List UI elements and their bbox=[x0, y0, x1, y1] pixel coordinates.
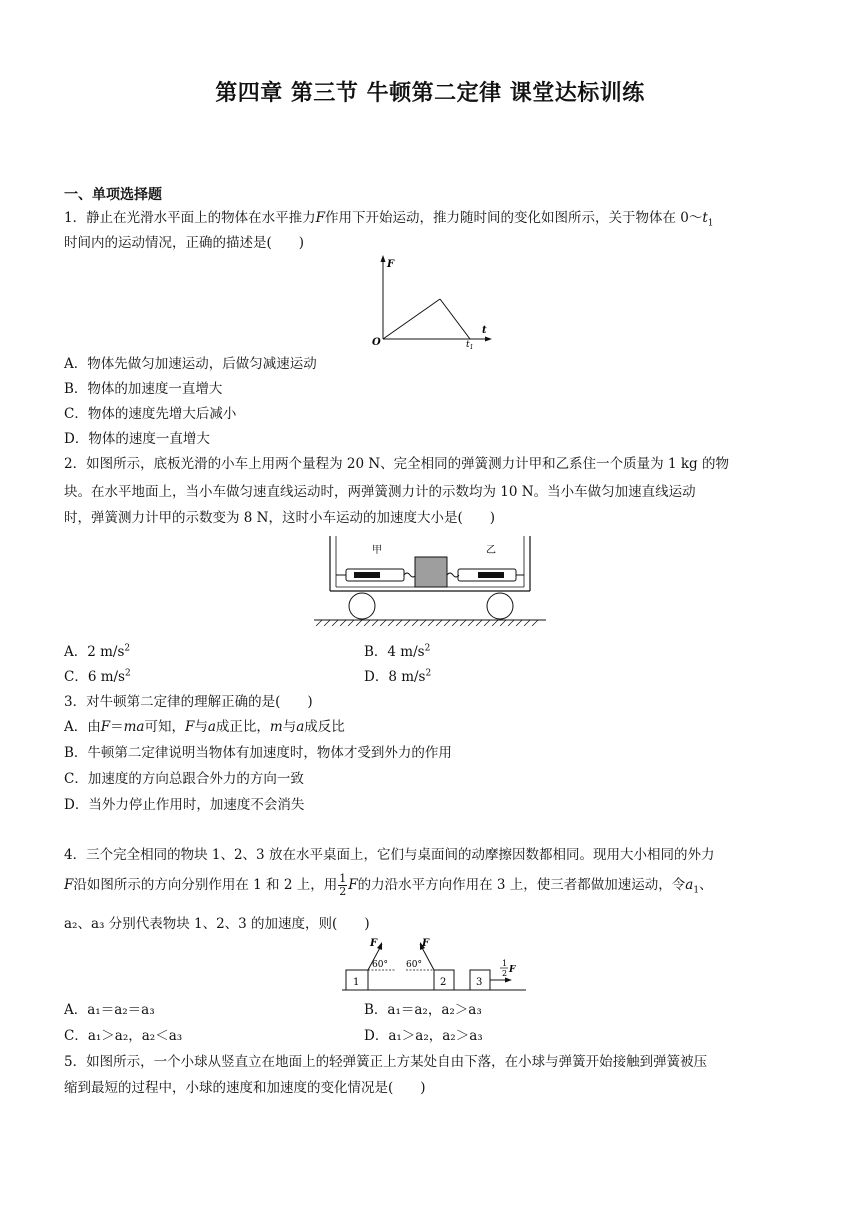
half-force-f: F bbox=[509, 965, 516, 975]
q1-option-b: B．物体的加速度一直增大 bbox=[64, 381, 223, 397]
q4-stem-line-1: 4．三个完全相同的物块 1、2、3 放在水平桌面上，它们与桌面间的动摩擦因数都相同。现用大小相同的外力 bbox=[64, 847, 715, 863]
block-1-label: 1 bbox=[353, 977, 360, 988]
q2-option-b: B．4 $m/s^2$ bbox=[364, 643, 431, 660]
q3-option-c: C．加速度的方向总跟合外力的方向一致 bbox=[64, 771, 304, 787]
q1-option-d: D．物体的速度一直增大 bbox=[64, 431, 210, 447]
graph-origin-label: O bbox=[372, 337, 381, 348]
q1-option-c: C．物体的速度先增大后减小 bbox=[64, 406, 237, 422]
page-title: 第四章 第三节 牛顿第二定律 课堂达标训练 bbox=[215, 81, 645, 106]
graph-y-axis-label: F bbox=[387, 259, 395, 270]
q4-stem-line-3: a₂、a₃ 分别代表物块 1、2、3 的加速度，则( ) bbox=[64, 916, 370, 932]
q1-force-time-graph bbox=[366, 253, 496, 349]
q4-stem-line-2: F沿如图所示的方向分别作用在 1 和 2 上，用 $\frac{1}{2}$ F的力沿水平方向作用在 3 上，使三者都做加速运动，令$a_1$、 bbox=[64, 872, 713, 898]
q1-stem-line-1: 1．静止在光滑水平面上的物体在水平推力F作用下开始运动，推力随时间的变化如图所示，关于物体在 $0\sim t_1$ bbox=[64, 210, 714, 229]
q2-option-d: D．8 $m/s^2$ bbox=[364, 668, 432, 685]
half-force-den: 2 bbox=[502, 969, 508, 978]
angle-1-label: 60° bbox=[372, 960, 388, 970]
spring-left-label: 甲 bbox=[372, 545, 382, 556]
q1-option-a: A．物体先做匀加速运动，后做匀减速运动 bbox=[64, 356, 317, 372]
q4-blocks-diagram bbox=[338, 934, 530, 994]
q4-option-a: A．a₁＝a₂＝a₃ bbox=[64, 1002, 155, 1018]
q3-option-b: B．牛顿第二定律说明当物体有加速度时，物体才受到外力的作用 bbox=[64, 745, 452, 761]
q1-stem-line-2: 时间内的运动情况，正确的描述是( ) bbox=[64, 235, 305, 251]
q3-option-d: D．当外力停止作用时，加速度不会消失 bbox=[64, 797, 305, 813]
half-fraction: $\frac{1}{2}$ bbox=[339, 872, 347, 898]
q4-option-d: D．a₁＞a₂，a₂＞a₃ bbox=[364, 1028, 483, 1044]
q2-stem-line-3: 时，弹簧测力计甲的示数变为 8 N，这时小车运动的加速度大小是( ) bbox=[64, 510, 496, 526]
angle-2-label: 60° bbox=[406, 960, 422, 970]
q2-cart-spring-diagram bbox=[310, 533, 550, 629]
q2-option-a: A．2 $m/s^2$ bbox=[64, 643, 131, 660]
half-force-num: 1 bbox=[502, 959, 508, 968]
spring-right-label: 乙 bbox=[486, 545, 496, 556]
q5-stem-line-2: 缩到最短的过程中，小球的速度和加速度的变化情况是( ) bbox=[64, 1080, 426, 1096]
q2-stem-line-1: 2．如图所示，底板光滑的小车上用两个量程为 20 N、完全相同的弹簧测力计甲和乙系住一个质量为 1 kg 的物 bbox=[64, 456, 729, 472]
q4-option-b: B．a₁＝a₂，a₂＞a₃ bbox=[364, 1002, 482, 1018]
block bbox=[415, 557, 447, 587]
graph-t1-label: $t_1$ bbox=[466, 340, 474, 349]
q3-stem: 3．对牛顿第二定律的理解正确的是( ) bbox=[64, 694, 313, 710]
ground-hatching bbox=[316, 620, 538, 626]
q2-option-c: C．6 $m/s^2$ bbox=[64, 668, 131, 685]
q4-option-c: C．a₁＞a₂，a₂＜a₃ bbox=[64, 1028, 183, 1044]
force-2-label: F bbox=[422, 938, 430, 949]
block-2-label: 2 bbox=[440, 977, 447, 988]
section-heading: 一、单项选择题 bbox=[64, 187, 162, 203]
graph-x-axis-label: t bbox=[482, 325, 487, 336]
block-3-label: 3 bbox=[476, 977, 483, 988]
force-1-label: F bbox=[370, 938, 378, 949]
q5-stem-line-1: 5．如图所示，一个小球从竖直立在地面上的轻弹簧正上方某处自由下落，在小球与弹簧开始接触到弹簧被压 bbox=[64, 1054, 708, 1070]
q2-stem-line-2: 块。在水平地面上，当小车做匀速直线运动时，两弹簧测力计的示数均为 10 N。当小车做匀加速直线运动 bbox=[64, 484, 696, 500]
q3-option-a: A．由F＝ma可知，F与a成正比，m与a成反比 bbox=[64, 719, 345, 735]
